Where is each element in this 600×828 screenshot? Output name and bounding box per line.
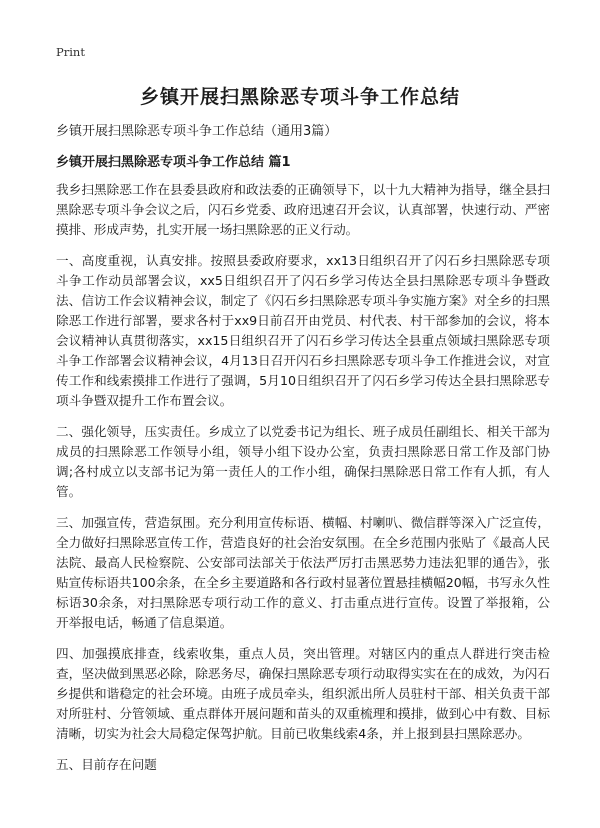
paragraph-3: 三、加强宣传，营造氛围。充分利用宣传标语、横幅、村喇叭、微信群等深入广泛宣传，全力做好扫黑除恶宣传工作，营造良好的社会治安氛围。在全乡范围内张贴了《最高人民法院、最高人民检察院、公安部司法部关于依法严厉打击黑恶势力违法犯罪的通告》，张贴宣传标语共100余条，在全乡主要道路和各行政村显著位置悬挂横幅20幅，书写永久性标语30余条，对扫黑除恶专项行动工作的意义、打击重点进行宣传。设置了举报箱，公开举报电话，畅通了信息渠道。	[56, 515, 550, 630]
document-subtitle: 乡镇开展扫黑除恶专项斗争工作总结（通用3篇）	[56, 124, 338, 139]
section-heading: 乡镇开展扫黑除恶专项斗争工作总结 篇1	[56, 155, 291, 170]
print-link[interactable]: Print	[56, 45, 85, 59]
paragraph-5: 五、目前存在问题	[56, 757, 157, 772]
paragraph-intro: 我乡扫黑除恶工作在县委县政府和政法委的正确领导下，以十九大精神为指导，继全县扫黑除恶专项斗争会议之后，闪石乡党委、政府迅速召开会议，认真部署，快速行动、严密摸排、形成声势，扎实开展一场扫黑除恶的正义行动。	[56, 182, 550, 237]
paragraph-2: 二、强化领导，压实责任。乡成立了以党委书记为组长、班子成员任副组长、相关干部为成员的扫黑除恶工作领导小组，领导小组下设办公室，负责扫黑除恶日常工作及部门协调;各村成立以支部书记为第一责任人的工作小组，确保扫黑除恶日常工作有人抓，有人管。	[56, 424, 550, 499]
document-body	[56, 180, 550, 786]
paragraph-1: 一、高度重视，认真安排。按照县委政府要求，xx13日组织召开了闪石乡扫黑除恶专项斗争工作动员部署会议，xx5日组织召开了闪石乡学习传达全县扫黑除恶专项斗争暨政法、信访工作会议精神会议，制定了《闪石乡扫黑除恶专项斗争实施方案》对全乡的扫黑除恶工作进行部署，要求各村于xx9日前召开由党员、村代表、村干部参加的会议，将本会议精神认真贯彻落实，xx15日组织召开了闪石乡学习传达全县重点领域扫黑除恶专项斗争工作部署会议精神会议，4月13日召开闪石乡扫黑除恶专项斗争工作推进会议，对宣传工作和线索摸排工作进行了强调，5月10日组织召开了闪石乡学习传达全县扫黑除恶专项斗争暨双提升工作布置会议。	[56, 253, 550, 408]
document-title: 乡镇开展扫黑除恶专项斗争工作总结	[139, 86, 460, 108]
paragraph-4: 四、加强摸底排查，线索收集，重点人员，突出管理。对辖区内的重点人群进行突击检查，坚决做到黑恶必除，除恶务尽，确保扫黑除恶专项行动取得实实在在的成效，为闪石乡提供和谐稳定的社会环境。由班子成员牵头，组织派出所人员驻村干部、相关负责干部对所驻村、分管领域、重点群体开展问题和苗头的双重梳理和摸排，做到心中有数、目标清晰，切实为社会大局稳定保驾护航。目前已收集线索4条，并上报到县扫黑除恶办。	[56, 646, 550, 741]
